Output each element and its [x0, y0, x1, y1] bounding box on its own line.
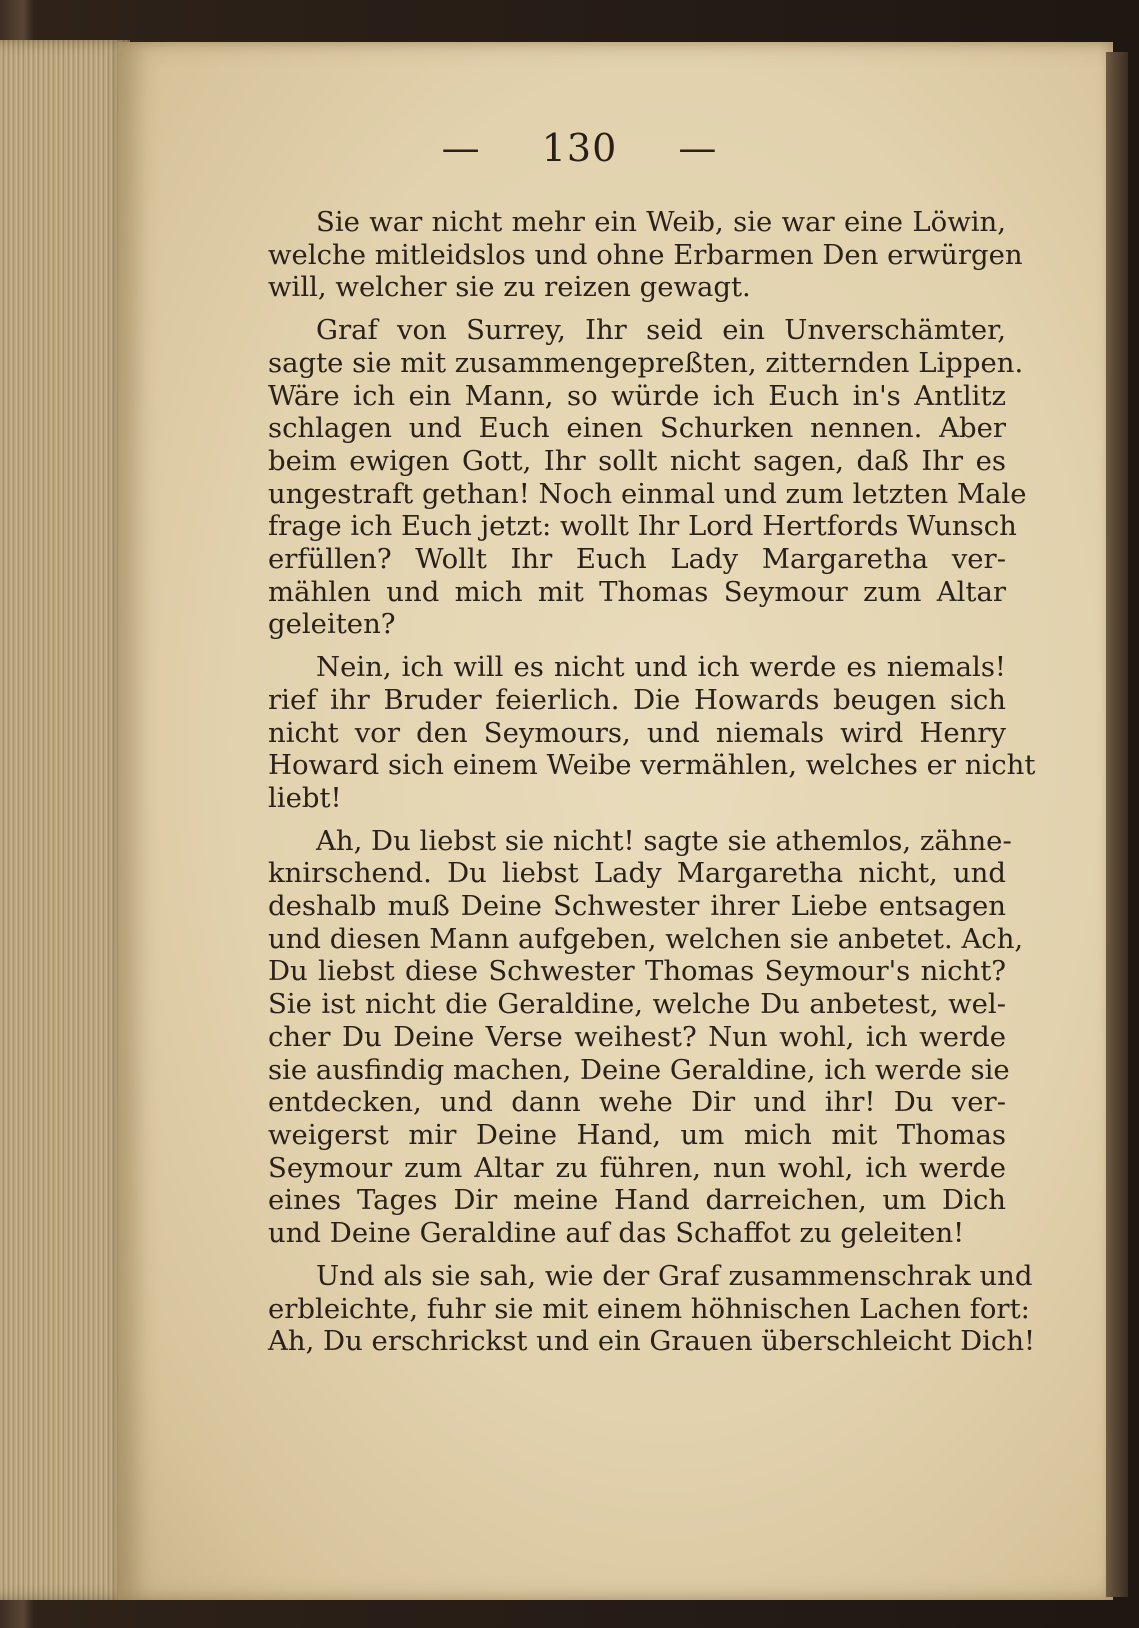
header-dash-right: —: [678, 126, 718, 170]
text-line: frage ich Euch jetzt: wollt Ihr Lord Hertfords Wunsch: [268, 510, 1017, 543]
text-line: deshalb muß Deine Schwester ihrer Liebe entsagen: [268, 890, 1006, 923]
paragraph: [268, 1259, 1036, 1358]
body-text: [268, 206, 1036, 1358]
text-line: mählen und mich mit Thomas Seymour zum Altar: [268, 575, 1006, 608]
text-line: sagte sie mit zusammengepreßten, zitternden Lippen.: [268, 346, 1024, 379]
text-line: rief ihr Bruder feierlich. Die Howards beugen sich: [268, 683, 1006, 716]
text-line: Du liebst diese Schwester Thomas Seymour's nicht?: [268, 955, 1006, 988]
text-line: Ah, Du erschrickst und ein Grauen überschleicht Dich!: [268, 1325, 1036, 1358]
text-line: geleiten?: [268, 608, 396, 641]
text-line: schlagen und Euch einen Schurken nennen. Aber: [268, 412, 1006, 445]
text-line: Sie ist nicht die Geraldine, welche Du anbetest, wel-: [268, 988, 1006, 1021]
text-line: welche mitleidslos und ohne Erbarmen Den erwürgen: [268, 238, 1023, 271]
text-line: und Deine Geraldine auf das Schaffot zu geleiten!: [268, 1217, 965, 1250]
text-line: eines Tages Dir meine Hand darreichen, um Dich: [268, 1184, 1006, 1217]
paragraph: [268, 206, 1023, 304]
right-page-edge: [1106, 52, 1128, 1597]
text-line: liebt!: [268, 781, 342, 814]
text-line: Nein, ich will es nicht und ich werde es niemals!: [316, 651, 1006, 684]
paragraph: [268, 314, 1027, 641]
text-line: cher Du Deine Verse weihest? Nun wohl, ich werde: [268, 1020, 1006, 1053]
text-line: knirschend. Du liebst Lady Margaretha nicht, und: [268, 857, 1006, 890]
page-number: 130: [541, 126, 618, 170]
text-line: sie ausfindig machen, Deine Geraldine, ich werde sie: [268, 1053, 1010, 1086]
text-line: beim ewigen Gott, Ihr sollt nicht sagen, daß Ihr es: [268, 444, 1006, 477]
text-line: Graf von Surrey, Ihr seid ein Unverschämter,: [316, 314, 1006, 347]
text-line: will, welcher sie zu reizen gewagt.: [268, 271, 751, 304]
text-line: Ah, Du liebst sie nicht! sagte sie athemlos, zähne-: [316, 824, 1012, 857]
paragraph: [268, 651, 1036, 815]
text-line: weigerst mir Deine Hand, um mich mit Thomas: [268, 1118, 1006, 1151]
text-line: erfüllen? Wollt Ihr Euch Lady Margaretha ver-: [268, 543, 1006, 576]
text-line: Und als sie sah, wie der Graf zusammenschrak und: [316, 1259, 1033, 1292]
page-header: [0, 126, 1139, 170]
header-dash-left: —: [441, 126, 481, 170]
text-line: nicht vor den Seymours, und niemals wird Henry: [268, 716, 1006, 749]
text-line: ungestraft gethan! Noch einmal und zum letzten Male: [268, 477, 1027, 510]
text-line: Seymour zum Altar zu führen, nun wohl, ich werde: [268, 1151, 1006, 1184]
text-line: Howard sich einem Weibe vermählen, welches er nicht: [268, 749, 1036, 782]
text-line: und diesen Mann aufgeben, welchen sie anbetet. Ach,: [268, 922, 1024, 955]
text-line: entdecken, und dann wehe Dir und ihr! Du ver-: [268, 1086, 1006, 1119]
page-edges: [0, 40, 130, 1600]
paragraph: [268, 824, 1024, 1250]
text-line: Wäre ich ein Mann, so würde ich Euch in's Antlitz: [268, 379, 1006, 412]
text-line: Sie war nicht mehr ein Weib, sie war eine Löwin,: [316, 206, 1006, 238]
text-line: erbleichte, fuhr sie mit einem höhnischen Lachen fort:: [268, 1292, 1030, 1325]
